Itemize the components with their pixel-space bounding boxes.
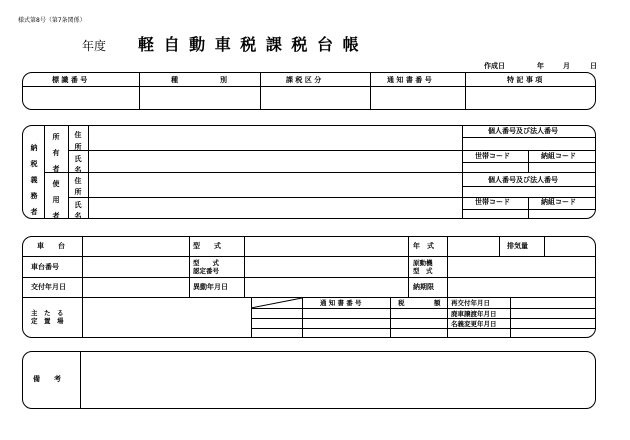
user-my-number-label: 個人番号及び法人番号 [488,176,558,184]
user-address-label: 住 所 [74,177,82,196]
remarks-label: 備 考 [33,375,61,383]
owner-my-number-label: 個人番号及び法人番号 [488,127,558,135]
owner-tax-group-code-label: 納組コード [541,152,576,160]
change-date-field[interactable] [245,278,408,297]
displacement-field[interactable] [545,237,595,256]
year-model-label: 年 式 [413,242,434,250]
chassis-number-field[interactable] [83,257,189,277]
user-name-label: 氏 名 [74,201,82,220]
form-number: 様式第8号（第7条関係） [18,17,86,24]
creation-date-label: 作成日 [484,62,505,70]
model-label: 型 式 [193,242,221,250]
issue-date-field[interactable] [83,278,189,297]
col-tax-category: 課 税 区 分 [286,76,322,84]
owner-name-field[interactable] [89,151,462,172]
platform-field[interactable] [83,237,189,256]
user-tax-group-code-label: 納組コード [541,198,576,206]
fiscal-year-label: 年度 [82,39,107,53]
col-plate-number: 標 識 番 号 [52,76,88,84]
diagonal-line [251,297,303,309]
type-field[interactable] [140,87,260,109]
storage-location-field[interactable] [83,298,251,337]
engine-model-label: 原動機 型 式 [413,259,433,275]
tax-amount-header-b: 額 [434,299,441,307]
page-title: 軽 自 動 車 税 課 税 台 帳 [138,35,361,54]
reissue-date-label: 再交付年月日 [451,299,490,307]
issue-date-label: 交付年月日 [31,283,66,291]
change-date-label: 異動年月日 [193,283,228,291]
col-notice-number: 通 知 書 番 号 [387,76,432,84]
col-type-a: 種 [171,76,178,84]
col-type-b: 別 [220,76,227,84]
owner-name-label: 氏 名 [74,155,82,174]
owner-label: 所 有 者 [52,133,60,173]
taxpayer-label: 納 税 義 務 者 [30,144,38,216]
tax-category-field[interactable] [261,87,370,109]
engine-model-field[interactable] [448,257,595,277]
user-label: 使 用 者 [52,180,60,220]
user-household-code-label: 世帯コード [475,198,510,206]
year-model-field[interactable] [448,237,499,256]
model-field[interactable] [245,237,408,256]
user-address-field[interactable] [89,173,462,197]
storage-location-label: 主 た る 定 置 場 [31,309,64,325]
scrap-date-label: 廃車譲渡年月日 [451,310,497,318]
remarks-field[interactable] [81,352,595,408]
certified-model-label: 型 式 認定番号 [193,259,219,275]
owner-address-label: 住 所 [74,131,82,151]
plate-number-field[interactable] [23,87,139,109]
month-label: 月 [563,62,570,70]
special-notes-field[interactable] [466,87,595,109]
rename-date-label: 名義変更年月日 [451,320,497,328]
notice-number-header: 通 知 書 番 号 [320,299,362,307]
user-name-field[interactable] [89,198,462,218]
owner-household-code-label: 世帯コード [475,152,510,160]
col-special-notes: 特 記 事 項 [507,76,543,84]
certified-model-field[interactable] [245,257,408,277]
chassis-number-label: 車台番号 [31,263,59,271]
day-label: 日 [590,62,597,70]
platform-label: 車 台 [37,242,65,250]
due-date-label: 納期限 [413,283,434,291]
owner-address-field[interactable] [89,126,462,150]
notice-number-field[interactable] [371,87,465,109]
tax-amount-header-a: 税 [398,299,405,307]
displacement-label: 排気量 [507,242,528,250]
due-date-field[interactable] [448,278,595,297]
year-label: 年 [537,62,544,70]
